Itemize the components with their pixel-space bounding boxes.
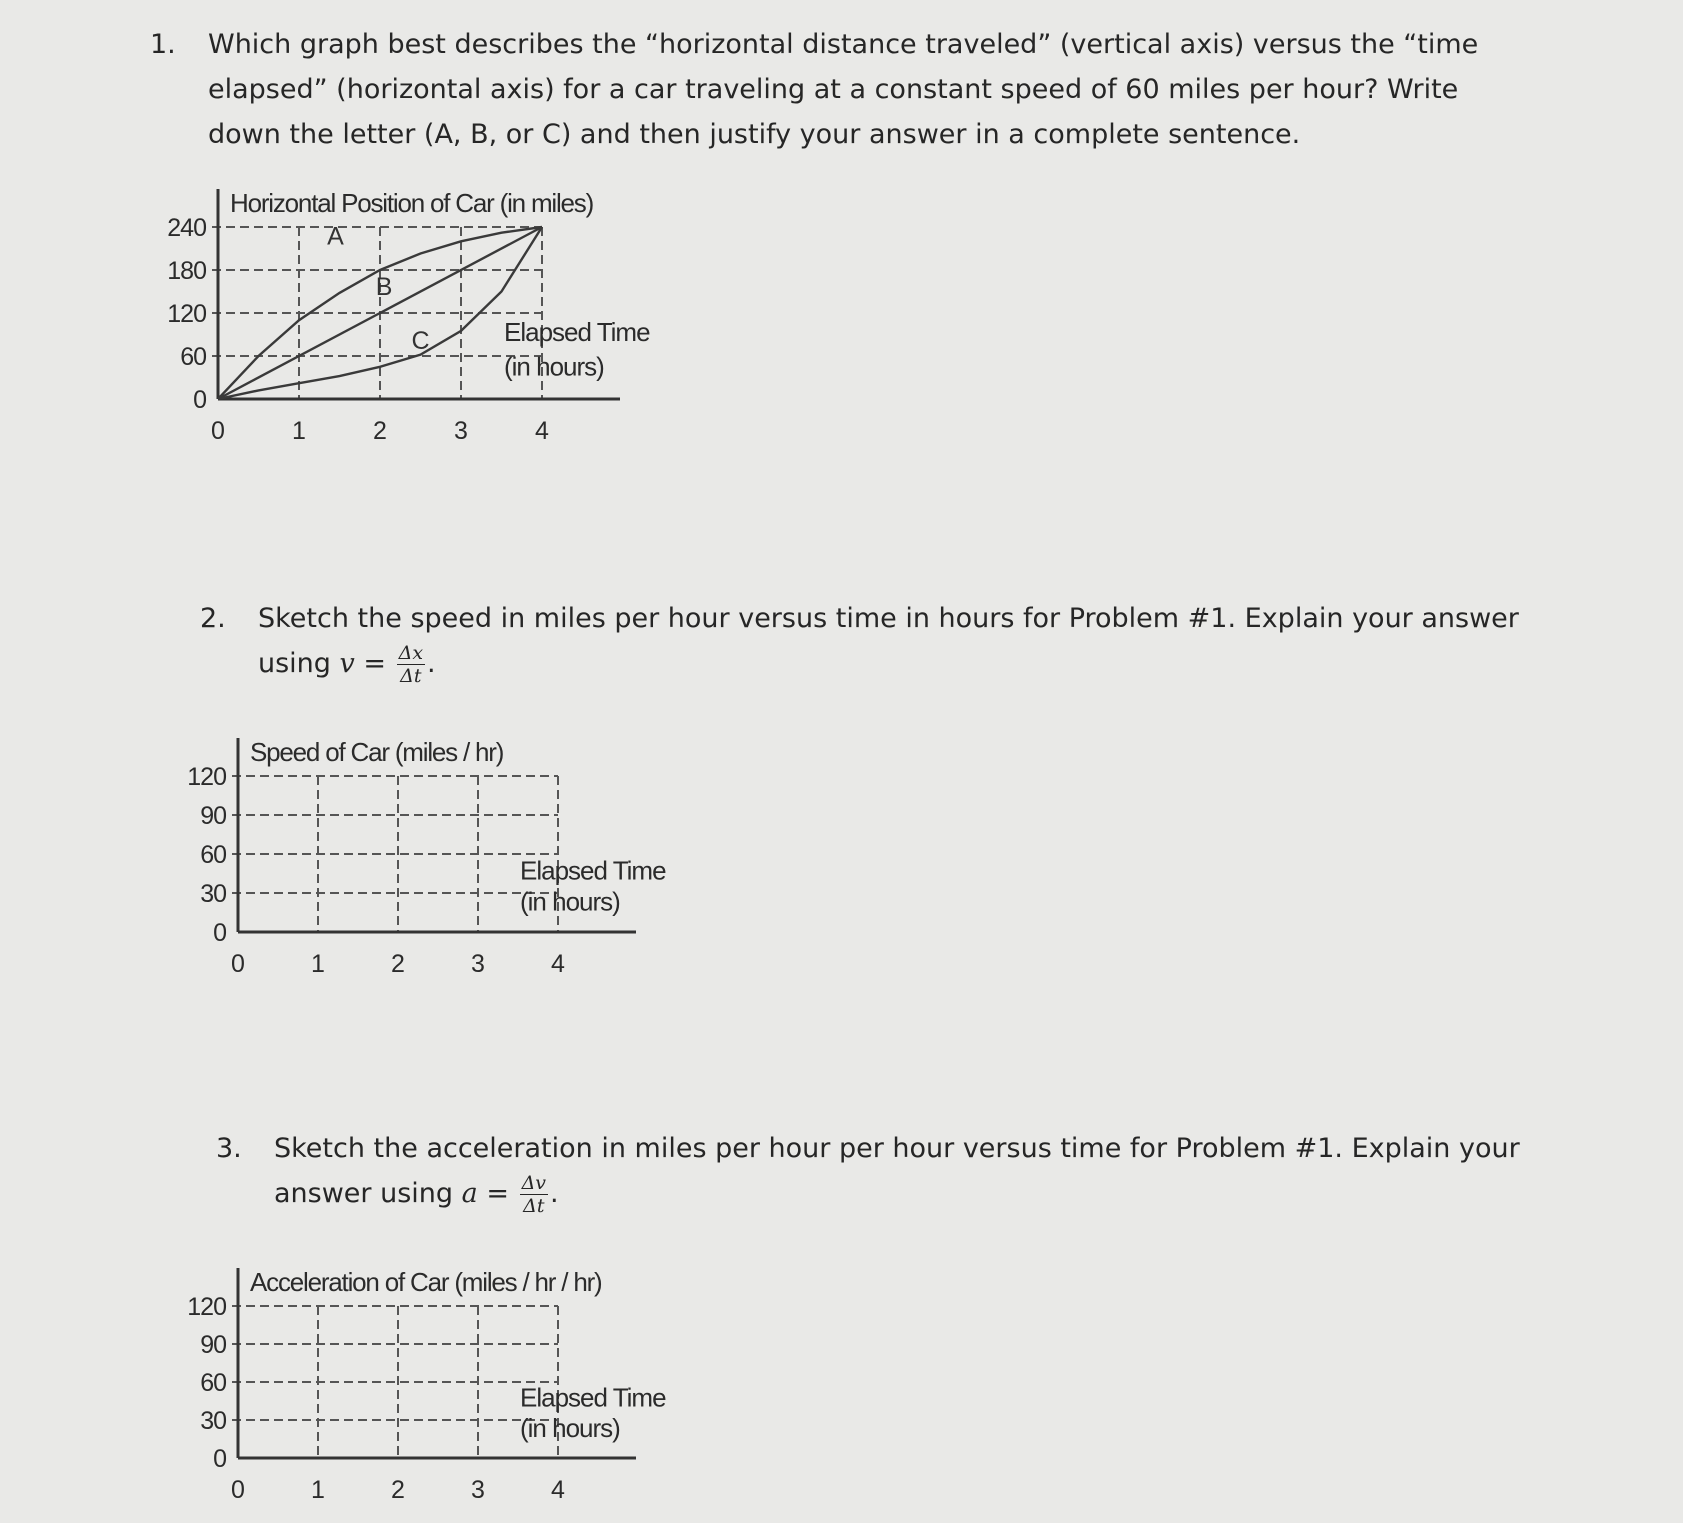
formula-fraction: [397, 642, 425, 687]
x-tick-label: 0: [231, 1476, 245, 1504]
x-tick-label: 4: [551, 950, 565, 978]
fraction-numerator: Δx: [398, 642, 424, 664]
acceleration-chart: [150, 1250, 670, 1504]
x-axis-title: Elapsed Time: [520, 1382, 666, 1413]
y-tick-label: 60: [180, 343, 206, 371]
x-axis-subtitle: (in hours): [520, 886, 620, 917]
x-tick-label: 3: [471, 950, 485, 978]
x-tick-label: 0: [231, 950, 245, 978]
chart-title: Acceleration of Car (miles / hr / hr): [250, 1267, 602, 1297]
x-tick-label: 4: [551, 1476, 565, 1504]
formula-fraction: [520, 1172, 548, 1217]
question-number: 1.: [150, 29, 176, 60]
y-tick-label: 60: [200, 841, 226, 869]
x-axis-title: Elapsed Time: [504, 316, 650, 347]
question-text: [274, 1126, 1520, 1217]
question-2: [200, 596, 1580, 706]
formula-prefix: using: [258, 648, 331, 679]
question-line: Sketch the acceleration in miles per hour per hour versus time for Problem #1. Explain your: [274, 1133, 1520, 1164]
y-tick-label: 120: [187, 763, 226, 791]
y-tick-label: 180: [167, 257, 206, 285]
formula-period: .: [550, 1178, 559, 1209]
chart-title: Speed of Car (miles / hr): [250, 737, 504, 767]
question-number: 3.: [216, 1133, 242, 1164]
y-tick-label: 120: [167, 300, 206, 328]
x-tick-label: 3: [471, 1476, 485, 1504]
formula-variable: v: [339, 648, 355, 679]
question-line: down the letter (A, B, or C) and then justify your answer in a complete sentence.: [208, 119, 1301, 150]
chart-title: Horizontal Position of Car (in miles): [230, 188, 594, 218]
x-tick-label: 3: [454, 417, 468, 445]
x-tick-label: 1: [311, 950, 325, 978]
y-tick-label: 60: [200, 1369, 226, 1397]
formula-prefix: answer using: [274, 1178, 454, 1209]
y-tick-label: 0: [213, 919, 226, 947]
x-tick-label: 1: [311, 1476, 325, 1504]
x-axis-title: Elapsed Time: [520, 855, 666, 886]
formula-equals: =: [363, 648, 387, 679]
formula-equals: =: [486, 1178, 509, 1209]
y-tick-label: 0: [193, 386, 206, 414]
formula-variable: a: [461, 1178, 478, 1209]
x-tick-label: 0: [211, 417, 225, 445]
x-tick-label: 1: [292, 417, 306, 445]
question-3: [216, 1126, 1596, 1236]
series-label-c: C: [411, 327, 430, 356]
y-tick-label: 30: [200, 1407, 226, 1435]
question-formula-line: [258, 641, 1519, 687]
x-tick-label: 4: [535, 417, 549, 445]
y-tick-label: 90: [200, 1331, 226, 1359]
y-tick-label: 120: [187, 1293, 226, 1321]
x-tick-label: 2: [373, 417, 387, 445]
speed-chart: [150, 720, 670, 980]
question-formula-line: [274, 1171, 1520, 1217]
y-tick-label: 90: [200, 802, 226, 830]
x-axis-subtitle: (in hours): [520, 1413, 620, 1444]
y-tick-label: 240: [167, 214, 206, 242]
series-label-a: A: [327, 222, 344, 251]
fraction-denominator: Δt: [523, 1195, 545, 1217]
question-text: [258, 596, 1519, 687]
question-1: [150, 22, 1550, 162]
question-line: Which graph best describes the “horizontal distance traveled” (vertical axis) versus the “time: [208, 29, 1479, 60]
y-tick-label: 0: [213, 1445, 226, 1473]
question-number: 2.: [200, 603, 226, 634]
series-label-b: B: [375, 272, 393, 301]
y-tick-label: 30: [200, 880, 226, 908]
question-text: [208, 22, 1478, 157]
formula-period: .: [427, 648, 436, 679]
x-tick-label: 2: [391, 950, 405, 978]
x-axis-subtitle: (in hours): [504, 351, 604, 382]
x-tick-label: 2: [391, 1476, 405, 1504]
position-chart: [130, 180, 650, 450]
fraction-denominator: Δt: [400, 665, 422, 687]
question-line: elapsed” (horizontal axis) for a car traveling at a constant speed of 60 miles per hour? Write: [208, 74, 1459, 105]
question-line: Sketch the speed in miles per hour versus time in hours for Problem #1. Explain your answer: [258, 603, 1519, 634]
fraction-numerator: Δv: [521, 1172, 547, 1194]
